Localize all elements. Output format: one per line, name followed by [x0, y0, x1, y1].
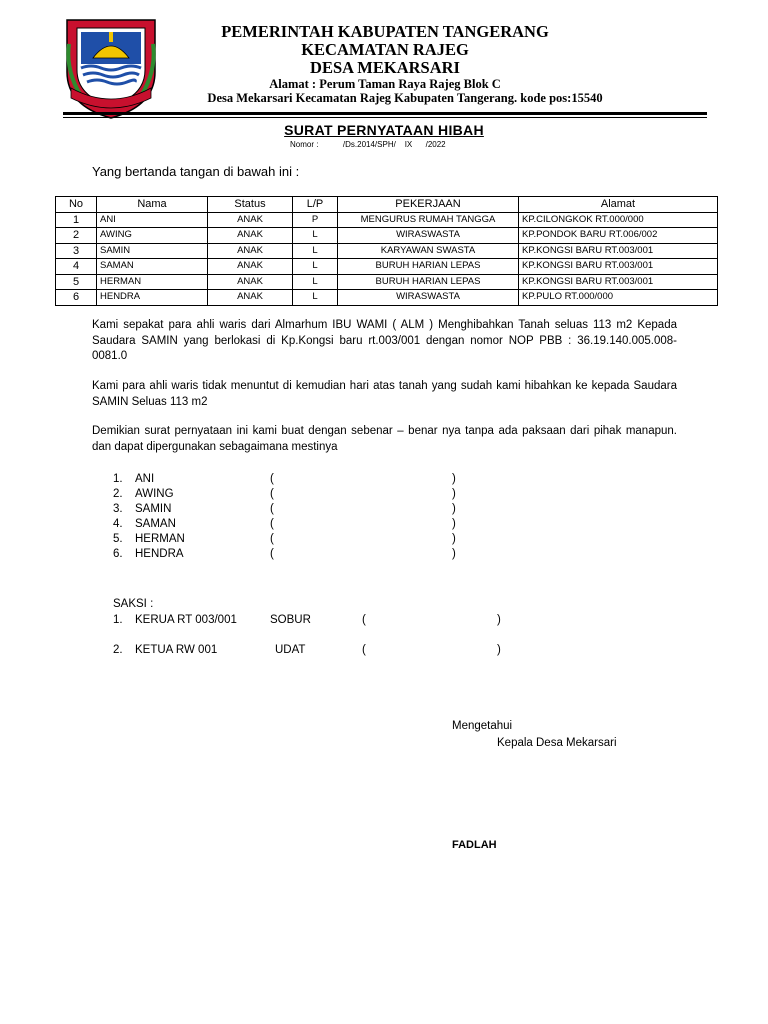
signer-row	[113, 472, 473, 487]
row-no: 5	[56, 274, 97, 290]
row-alamat: KP.CILONGKOK RT.000/000	[519, 212, 718, 228]
table-row	[56, 259, 718, 275]
letterhead-rule-thin	[63, 117, 707, 118]
table-row	[56, 290, 718, 306]
row-pekerjaan: WIRASWASTA	[338, 228, 519, 244]
signature-open-paren: (	[362, 644, 366, 656]
table-header-row	[56, 197, 718, 213]
signature-open-paren: (	[270, 488, 274, 500]
saksi-num: 2.	[113, 644, 123, 656]
row-alamat: KP.KONGSI BARU RT.003/001	[519, 274, 718, 290]
signature-close-paren: )	[497, 614, 501, 626]
row-nama: SAMAN	[97, 259, 208, 275]
row-lp: L	[293, 243, 338, 259]
mengetahui-text: Mengetahui	[452, 720, 513, 732]
table-row	[56, 243, 718, 259]
signer-num: 2.	[113, 488, 123, 500]
kop-address-2: Desa Mekarsari Kecamatan Rajeg Kabupaten Tangerang. kode pos:15540	[207, 91, 603, 105]
intro-text: Yang bertanda tangan di bawah ini :	[92, 164, 300, 179]
signer-name: AWING	[135, 488, 174, 500]
signature-open-paren: (	[362, 614, 366, 626]
row-pekerjaan: MENGURUS RUMAH TANGGA	[338, 212, 519, 228]
heirs-table	[55, 196, 718, 306]
table-row	[56, 228, 718, 244]
header-no: No	[56, 197, 97, 213]
kop-address-1: Alamat : Perum Taman Raya Rajeg Blok C	[269, 77, 501, 91]
header-lp: L/P	[293, 197, 338, 213]
signature-close-paren: )	[452, 503, 456, 515]
row-lp: L	[293, 290, 338, 306]
letterhead-rule-thick	[63, 112, 707, 115]
saksi-name: SOBUR	[270, 614, 311, 626]
row-lp: L	[293, 228, 338, 244]
row-no: 2	[56, 228, 97, 244]
signer-num: 3.	[113, 503, 123, 515]
signer-num: 5.	[113, 533, 123, 545]
row-alamat: KP.PONDOK BARU RT.006/002	[519, 228, 718, 244]
signer-row	[113, 547, 473, 562]
signature-open-paren: (	[270, 503, 274, 515]
signer-row	[113, 517, 473, 532]
saksi-role: KERUA RT 003/001	[135, 614, 237, 626]
signer-num: 6.	[113, 548, 123, 560]
signature-open-paren: (	[270, 518, 274, 530]
row-status: ANAK	[208, 290, 293, 306]
signer-num: 4.	[113, 518, 123, 530]
row-alamat: KP.KONGSI BARU RT.003/001	[519, 243, 718, 259]
signature-close-paren: )	[452, 548, 456, 560]
document-number: Nomor : /Ds.2014/SPH/ IX /2022	[290, 140, 446, 149]
row-status: ANAK	[208, 274, 293, 290]
row-pekerjaan: BURUH HARIAN LEPAS	[338, 274, 519, 290]
row-status: ANAK	[208, 259, 293, 275]
saksi-num: 1.	[113, 614, 123, 626]
table-row	[56, 212, 718, 228]
header-alamat: Alamat	[519, 197, 718, 213]
row-status: ANAK	[208, 228, 293, 244]
signature-close-paren: )	[497, 644, 501, 656]
row-nama: HERMAN	[97, 274, 208, 290]
signer-row	[113, 502, 473, 517]
header-nama: Nama	[97, 197, 208, 213]
saksi-role: KETUA RW 001	[135, 644, 218, 656]
signer-name: SAMIN	[135, 503, 172, 515]
paragraph-closing: Demikian surat pernyataan ini kami buat dengan sebenar – benar nya tanpa ada paksaan dari pihak manapun. dan dapat dipergunakan sebagaimana mestinya	[92, 425, 677, 453]
saksi-label: SAKSI :	[113, 598, 154, 610]
kop-line-1: PEMERINTAH KABUPATEN TANGERANG	[221, 22, 549, 41]
signer-name: HERMAN	[135, 533, 185, 545]
row-status: ANAK	[208, 243, 293, 259]
row-no: 6	[56, 290, 97, 306]
kepala-desa-name: FADLAH	[452, 839, 497, 851]
saksi-row	[113, 614, 533, 629]
row-lp: L	[293, 259, 338, 275]
signature-open-paren: (	[270, 533, 274, 545]
signers-list	[113, 472, 473, 562]
kop-line-2: KECAMATAN RAJEG	[301, 40, 469, 59]
row-no: 4	[56, 259, 97, 275]
signer-name: SAMAN	[135, 518, 176, 530]
signature-close-paren: )	[452, 473, 456, 485]
signer-num: 1.	[113, 473, 123, 485]
signature-open-paren: (	[270, 473, 274, 485]
row-no: 3	[56, 243, 97, 259]
row-pekerjaan: WIRASWASTA	[338, 290, 519, 306]
signer-row	[113, 532, 473, 547]
row-pekerjaan: KARYAWAN SWASTA	[338, 243, 519, 259]
document-title: SURAT PERNYATAAN HIBAH	[284, 122, 484, 138]
paragraph-no-claim: Kami para ahli waris tidak menuntut di kemudian hari atas tanah yang sudah kami hibahkan ke kepada Saudara SAMIN Seluas 113 m2	[92, 380, 677, 408]
row-nama: AWING	[97, 228, 208, 244]
kepala-desa-text: Kepala Desa Mekarsari	[497, 737, 617, 749]
table-row	[56, 274, 718, 290]
saksi-name: UDAT	[275, 644, 306, 656]
header-pekerjaan: PEKERJAAN	[338, 197, 519, 213]
row-nama: ANI	[97, 212, 208, 228]
signer-row	[113, 487, 473, 502]
paragraph-hibah: Kami sepakat para ahli waris dari Almarhum IBU WAMI ( ALM ) Menghibahkan Tanah seluas 113 m2 Kepada Saudara SAMIN yang berlokasi di Kp.Kongsi baru rt.003/001 dengan nomor NOP PBB : 36.19.140.005.008-0081.0	[92, 319, 677, 362]
signer-name: HENDRA	[135, 548, 184, 560]
signature-close-paren: )	[452, 533, 456, 545]
row-pekerjaan: BURUH HARIAN LEPAS	[338, 259, 519, 275]
signature-close-paren: )	[452, 488, 456, 500]
row-lp: L	[293, 274, 338, 290]
kop-line-3: DESA MEKARSARI	[310, 58, 460, 77]
row-lp: P	[293, 212, 338, 228]
header-status: Status	[208, 197, 293, 213]
signature-close-paren: )	[452, 518, 456, 530]
signature-open-paren: (	[270, 548, 274, 560]
row-no: 1	[56, 212, 97, 228]
row-status: ANAK	[208, 212, 293, 228]
row-alamat: KP.KONGSI BARU RT.003/001	[519, 259, 718, 275]
row-nama: HENDRA	[97, 290, 208, 306]
saksi-row	[113, 644, 533, 659]
signer-name: ANI	[135, 473, 155, 485]
row-nama: SAMIN	[97, 243, 208, 259]
row-alamat: KP.PULO RT.000/000	[519, 290, 718, 306]
